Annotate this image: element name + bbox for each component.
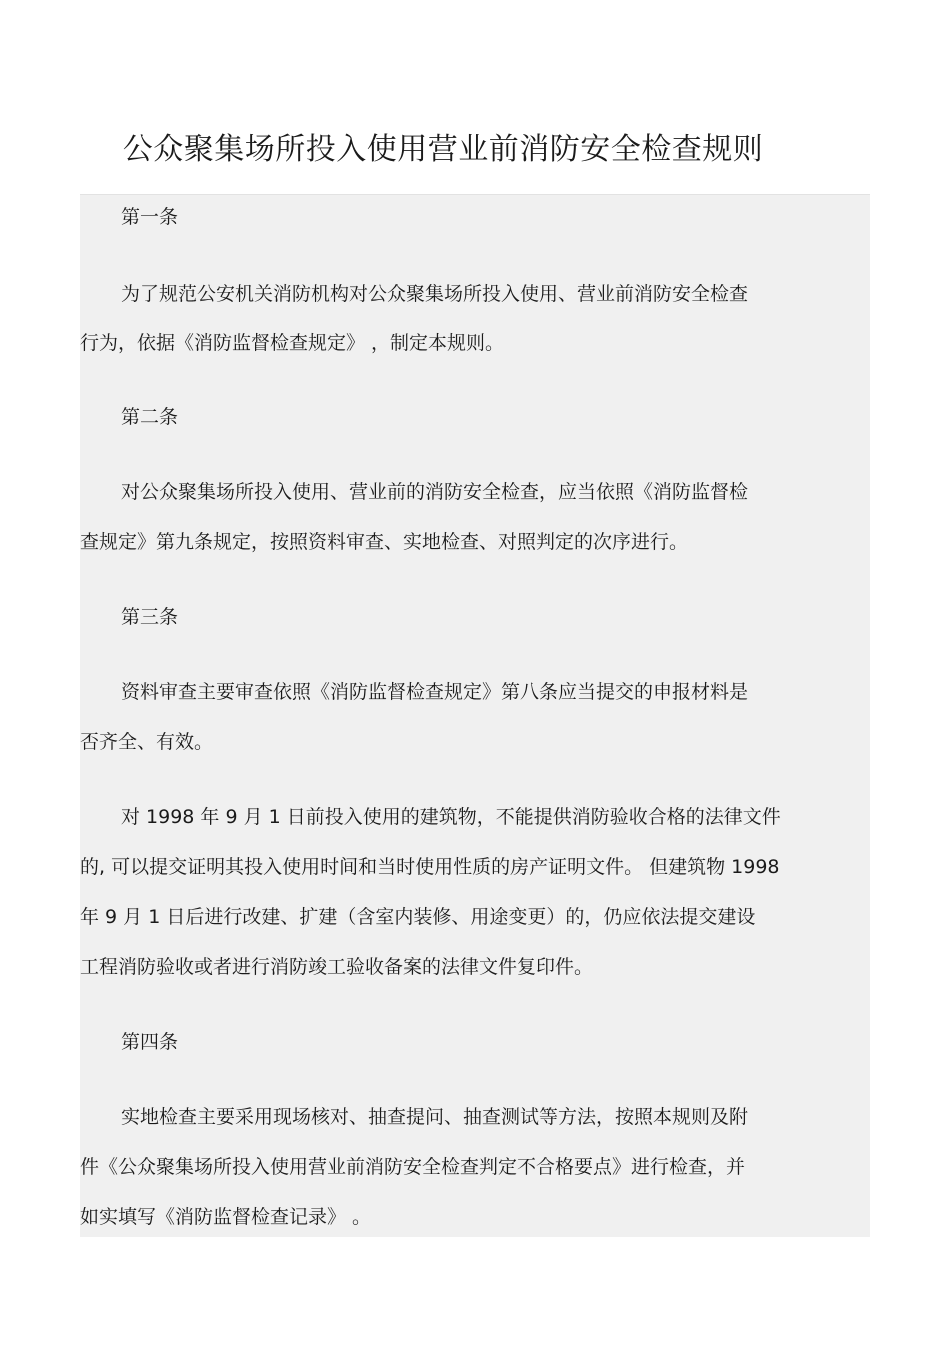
article-1-heading: 第一条 [121,206,179,228]
article-1-text-line: 为了规范公安机关消防机构对公众聚集场所投入使用、营业前消防安全检查 [121,283,749,305]
article-3-text-line: 工程消防验收或者进行消防竣工验收备案的法律文件复印件。 [80,956,594,978]
article-3-text-line: 对 1998 年 9 月 1 日前投入使用的建筑物，不能提供消防验收合格的法律文件 [121,806,781,828]
article-4-heading: 第四条 [121,1031,179,1053]
article-3-text-line: 资料审查主要审查依照《消防监督检查规定》第八条应当提交的申报材料是 [121,681,749,703]
article-4-text-line: 如实填写《消防监督检查记录》 。 [80,1206,372,1228]
article-2-text-line: 查规定》第九条规定，按照资料审查、实地检查、对照判定的次序进行。 [80,531,689,553]
article-4-text-line: 实地检查主要采用现场核对、抽查提问、抽查测试等方法，按照本规则及附 [121,1106,749,1128]
page-title: 公众聚集场所投入使用营业前消防安全检查规则 [122,132,764,167]
article-3-text-line: 年 9 月 1 日后进行改建、扩建（含室内装修、用途变更）的，仍应依法提交建设 [80,906,756,928]
article-3-text-line: 否齐全、有效。 [80,731,214,753]
article-2-text-line: 对公众聚集场所投入使用、营业前的消防安全检查，应当依照《消防监督检 [121,481,749,503]
article-4-text-line: 件《公众聚集场所投入使用营业前消防安全检查判定不合格要点》进行检查，并 [80,1156,746,1178]
document-body [80,194,870,1237]
article-3-text-line: 的, 可以提交证明其投入使用时间和当时使用性质的房产证明文件。 但建筑物 1998 [80,856,780,878]
article-3-heading: 第三条 [121,606,179,628]
article-2-heading: 第二条 [121,406,179,428]
article-1-text-line: 行为，依据《消防监督检查规定》 ，制定本规则。 [80,332,505,354]
